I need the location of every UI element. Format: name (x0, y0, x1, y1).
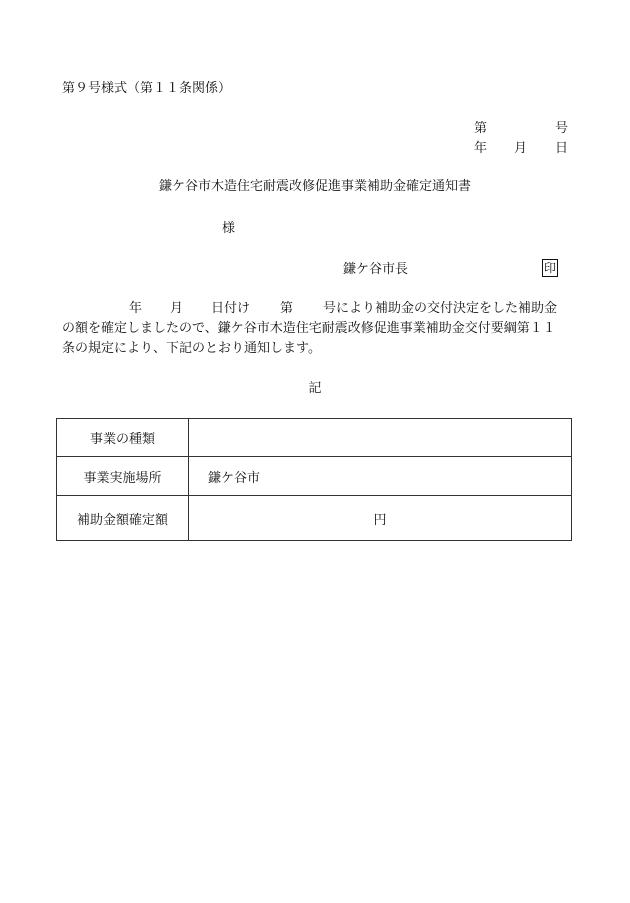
body-line-2-text: の額を確定しましたので、鎌ケ谷市木造住宅耐震改修促進事業補助金交付要綱第１１ (62, 321, 556, 336)
seal-mark: 印 (543, 261, 556, 275)
sender-name: 鎌ケ谷市長 (343, 262, 409, 277)
row-label-amount: 補助金額確定額 (57, 496, 189, 541)
row-value-amount[interactable]: 円 (189, 496, 572, 541)
body-line-3-text: 条の規定により、下記のとおり通知します。 (62, 341, 321, 356)
table-row (57, 457, 572, 496)
document-number-prefix: 第 (474, 121, 488, 136)
form-number: 第９号様式（第１１条関係） (62, 81, 232, 96)
document-number-suffix: 号 (555, 121, 569, 136)
body-dated: 日付け (211, 301, 251, 316)
ki-heading: 記 (308, 381, 322, 396)
body-line-3 (62, 341, 570, 361)
date-day: 日 (555, 141, 569, 156)
details-table (56, 418, 572, 541)
row-value-location[interactable]: 鎌ケ谷市 (189, 457, 572, 496)
body-year: 年 (129, 301, 143, 316)
document-title: 鎌ケ谷市木造住宅耐震改修促進事業補助金確定通知書 (158, 179, 471, 194)
body-line-1 (62, 301, 570, 321)
body-dai: 第 (280, 301, 294, 316)
date-year: 年 (474, 141, 488, 156)
row-label-business-type: 事業の種類 (57, 419, 189, 457)
row-label-location: 事業実施場所 (57, 457, 189, 496)
table-row (57, 496, 572, 541)
body-line1-rest: 号により補助金の交付決定をした補助金 (323, 301, 558, 316)
date-month: 月 (514, 141, 528, 156)
row-value-business-type[interactable] (189, 419, 572, 457)
body-month: 月 (170, 301, 184, 316)
table-row (57, 419, 572, 457)
addressee-suffix: 様 (222, 221, 236, 236)
body-line-2 (62, 321, 570, 341)
body-paragraph (62, 301, 570, 361)
